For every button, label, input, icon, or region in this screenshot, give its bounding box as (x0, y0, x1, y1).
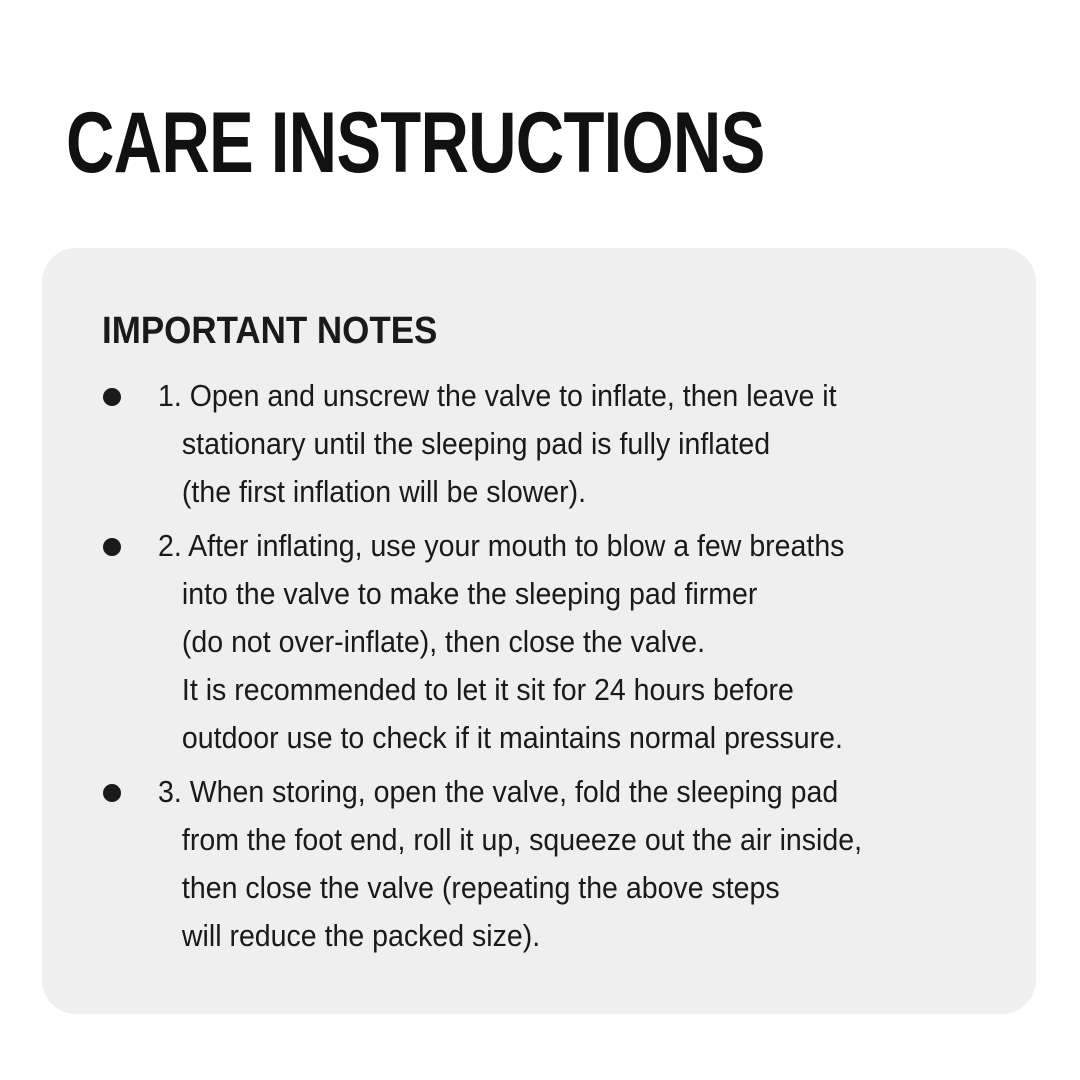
notes-list (100, 372, 1000, 966)
note-item-2 (100, 522, 1000, 762)
note-line: 2. After inflating, use your mouth to blow a few breaths (158, 528, 845, 563)
note-line: outdoor use to check if it maintains normal pressure. (181, 720, 843, 755)
note-line: stationary until the sleeping pad is fully inflated (181, 426, 771, 461)
note-line: 1. Open and unscrew the valve to inflate, then leave it (158, 378, 837, 413)
page-title: CARE INSTRUCTIONS (66, 95, 765, 191)
note-line: (the first inflation will be slower). (181, 474, 587, 509)
note-line: from the foot end, roll it up, squeeze out the air inside, (181, 822, 863, 857)
note-line: It is recommended to let it sit for 24 hours before (181, 672, 794, 707)
important-notes-card (42, 248, 1036, 1014)
note-line: into the valve to make the sleeping pad firmer (181, 576, 758, 611)
note-line: (do not over-inflate), then close the valve. (181, 624, 706, 659)
note-line: 3. When storing, open the valve, fold the sleeping pad (158, 774, 839, 809)
note-item-1 (100, 372, 1000, 516)
note-line: will reduce the packed size). (181, 918, 541, 953)
bullet-dot-icon (103, 784, 121, 802)
bullet-dot-icon (103, 388, 121, 406)
note-line: then close the valve (repeating the above steps (181, 870, 780, 905)
bullet-dot-icon (103, 538, 121, 556)
note-item-3 (100, 768, 1000, 960)
notes-heading: IMPORTANT NOTES (102, 310, 438, 352)
